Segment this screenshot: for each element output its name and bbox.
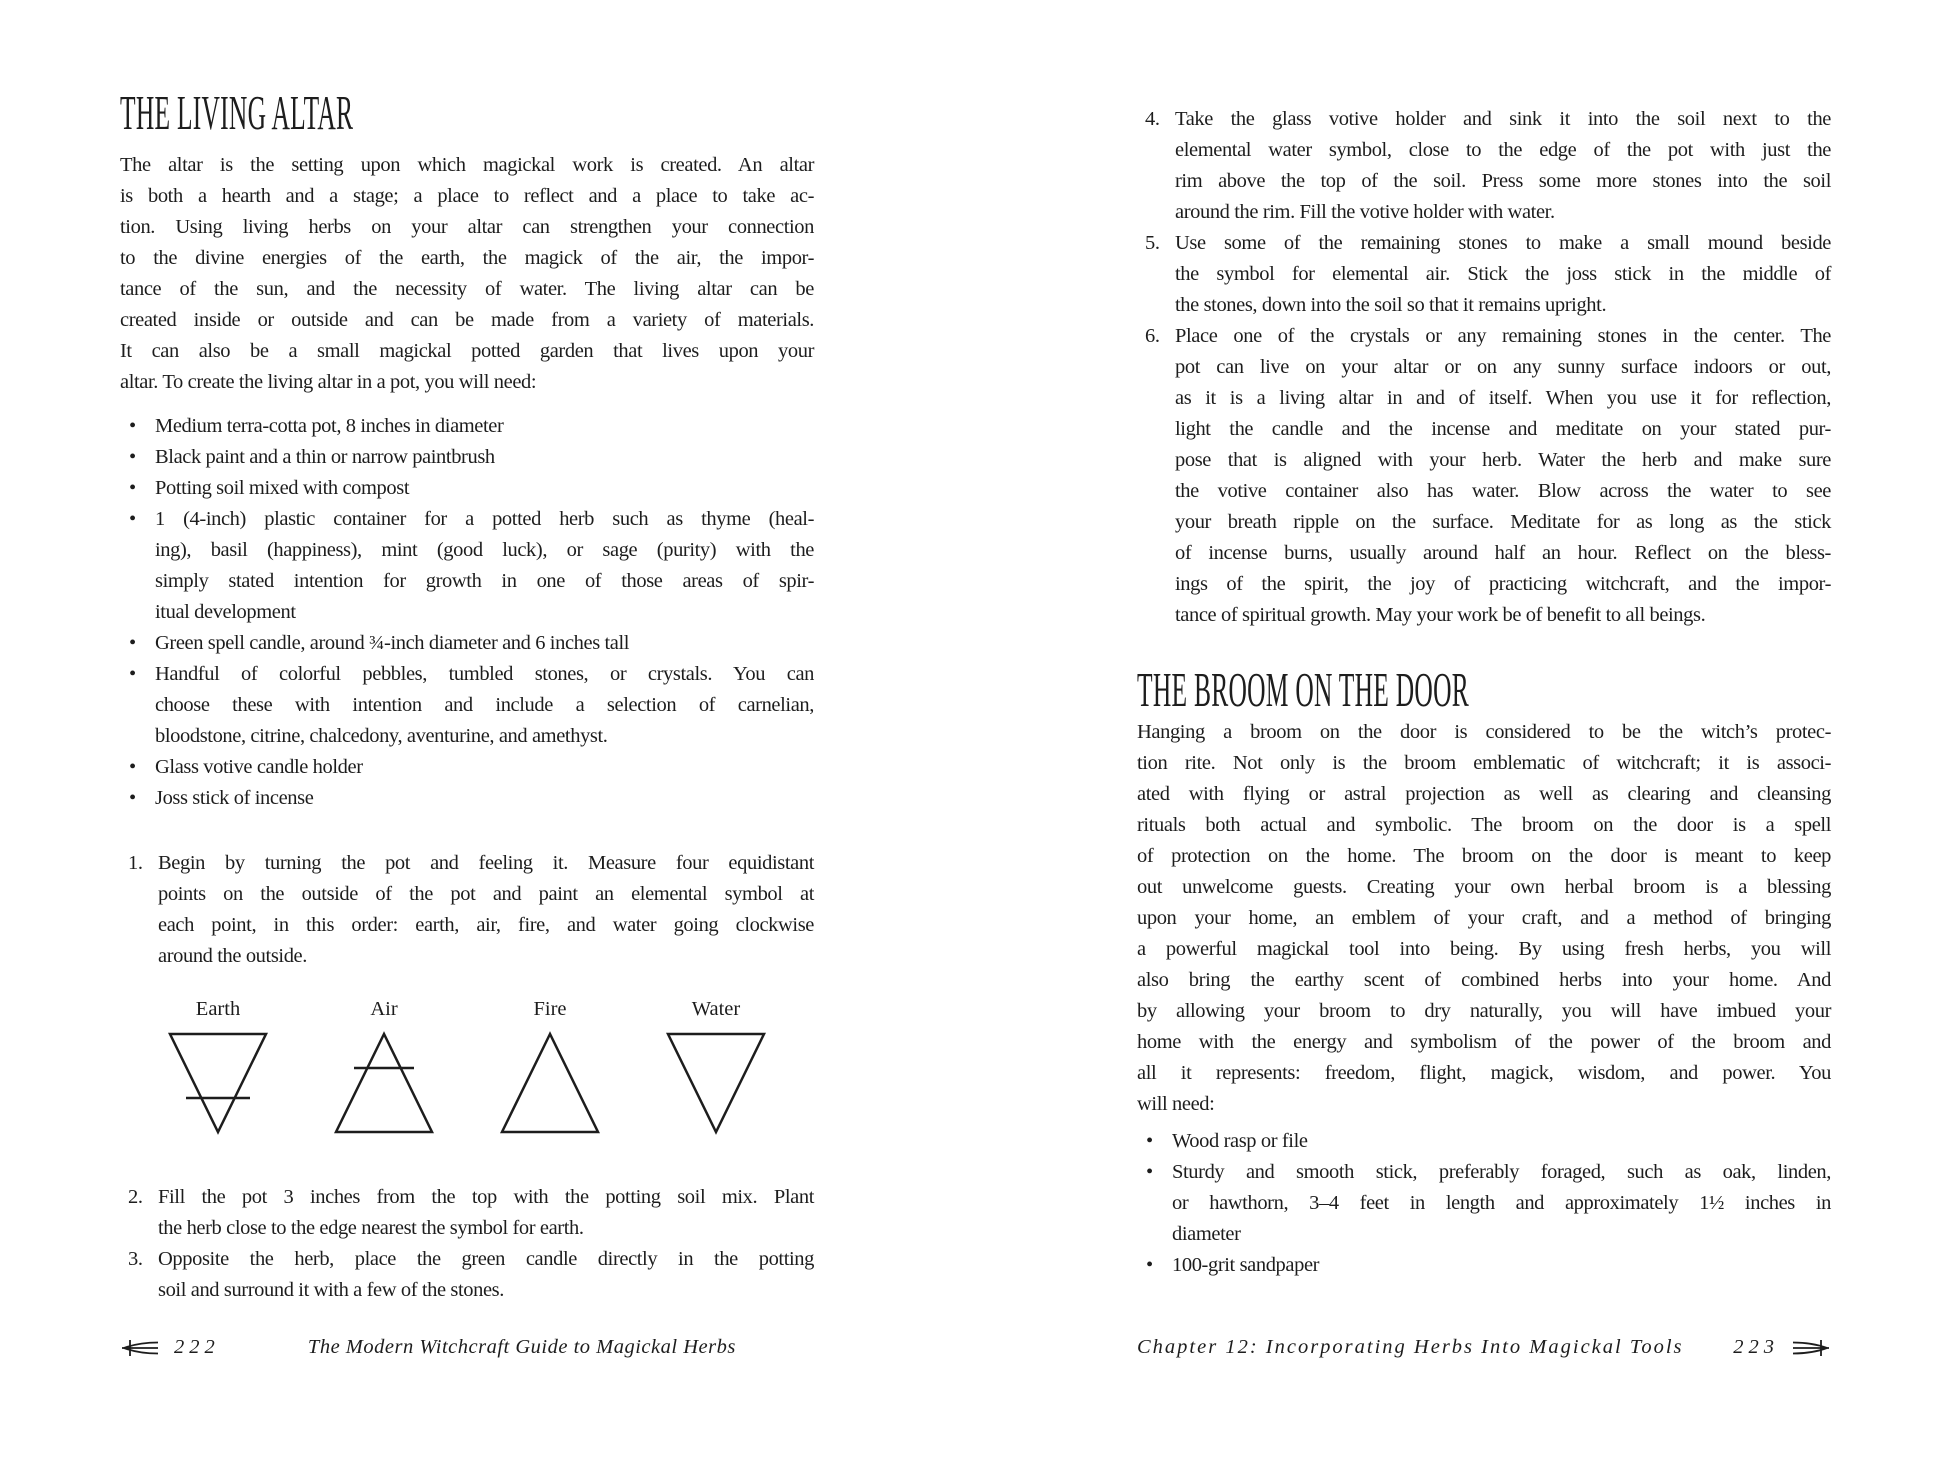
elemental-symbols-figure (158, 996, 814, 1138)
supply-list-item (120, 628, 814, 659)
text-line: around the outside. (158, 945, 307, 967)
text-line: all it represents: freedom, flight, magick, wisdom, and power. You (1137, 1062, 1831, 1084)
text-line: elemental water symbol, close to the edge of the pot with just the (1175, 139, 1831, 161)
text-line: the votive container also has water. Blow across the water to see (1175, 480, 1831, 502)
text-line: choose these with intention and include a selection of carnelian, (155, 694, 814, 716)
air-symbol-figure (324, 996, 444, 1138)
fire-triangle-icon (490, 1026, 610, 1138)
text-line: to the divine energies of the earth, the magick of the air, the impor- (120, 247, 814, 269)
water-symbol-figure (656, 996, 776, 1138)
text-line: of protection on the home. The broom on the door is meant to keep (1137, 845, 1831, 867)
water-triangle-icon (656, 1026, 776, 1138)
text-line: your breath ripple on the surface. Meditate for as long as the stick (1175, 511, 1831, 533)
step-number: 2. (128, 1186, 143, 1208)
left-page (120, 85, 814, 1306)
text-line: Take the glass votive holder and sink it into the soil next to the (1175, 108, 1831, 130)
supply-item-text (155, 628, 814, 659)
supply-list-item (1137, 1126, 1831, 1157)
text-line: Wood rasp or file (1172, 1130, 1308, 1152)
supply-item-text (155, 783, 814, 814)
bullet-marker: • (129, 787, 136, 809)
text-line: simply stated intention for growth in one of those areas of spir- (155, 570, 814, 592)
bullet-marker: • (129, 756, 136, 778)
page-number: 223 (1733, 1336, 1779, 1358)
text-line: tion. Using living herbs on your altar can strengthen your connection (120, 216, 814, 238)
numbered-step (120, 848, 814, 972)
text-line: Use some of the remaining stones to make a small mound beside (1175, 232, 1831, 254)
supply-list-item (120, 473, 814, 504)
supply-item-text (1172, 1157, 1831, 1250)
text-line: tance of the sun, and the necessity of water. The living altar can be (120, 278, 814, 300)
supply-list-item (1137, 1157, 1831, 1250)
supply-list-item (120, 659, 814, 752)
text-line: as it is a living altar in and of itself. When you use it for reflection, (1175, 387, 1831, 409)
text-line: tance of spiritual growth. May your work be of benefit to all beings. (1175, 604, 1706, 626)
water-label: Water (691, 998, 741, 1020)
text-line: rituals both actual and symbolic. The broom on the door is a spell (1137, 814, 1831, 836)
right-page-footer (1137, 1336, 1831, 1359)
bullet-marker: • (129, 477, 136, 499)
text-line: diameter (1172, 1223, 1241, 1245)
text-line: ings of the spirit, the joy of practicing witchcraft, and the impor- (1175, 573, 1831, 595)
section-heading-living-altar: THE LIVING ALTAR (120, 85, 354, 140)
text-line: by allowing your broom to dry naturally, you will have imbued your (1137, 1000, 1831, 1022)
text-line: soil and surround it with a few of the stones. (158, 1279, 504, 1301)
text-line: tion rite. Not only is the broom emblematic of witchcraft; it is associ- (1137, 752, 1831, 774)
left-page-footer (120, 1336, 814, 1359)
text-line: pot can live on your altar or on any sunny surface indoors or out, (1175, 356, 1831, 378)
text-line: also bring the earthy scent of combined herbs into your home. And (1137, 969, 1831, 991)
text-line: Black paint and a thin or narrow paintbrush (155, 446, 495, 468)
bullet-marker: • (129, 415, 136, 437)
numbered-step (1137, 104, 1831, 228)
text-line: Hanging a broom on the door is considered to be the witch’s protec- (1137, 721, 1831, 743)
supply-list-item (120, 504, 814, 628)
text-line: of incense burns, usually around half an hour. Reflect on the bless- (1175, 542, 1831, 564)
supply-item-text (155, 504, 814, 628)
text-line: Green spell candle, around ¾-inch diameter and 6 inches tall (155, 632, 630, 654)
bullet-marker: • (1146, 1254, 1153, 1276)
page-number: 222 (174, 1336, 220, 1358)
right-page (1137, 104, 1831, 1281)
text-line: Place one of the crystals or any remaining stones in the center. The (1175, 325, 1831, 347)
supply-list-item (120, 411, 814, 442)
numbered-step (120, 1244, 814, 1306)
text-line: Opposite the herb, place the green candle directly in the potting (158, 1248, 814, 1270)
book-title: The Modern Witchcraft Guide to Magickal Herbs (307, 1336, 736, 1358)
fire-symbol-figure (490, 996, 610, 1138)
supply-item-text (155, 442, 814, 473)
step-text (158, 1244, 814, 1306)
numbered-step (120, 1182, 814, 1244)
bullet-marker: • (129, 446, 136, 468)
bullet-marker: • (129, 508, 136, 530)
broom-supplies-list (1137, 1126, 1831, 1281)
text-line: Potting soil mixed with compost (155, 477, 410, 499)
text-line: 100-grit sandpaper (1172, 1254, 1320, 1276)
bullet-marker: • (1146, 1130, 1153, 1152)
arrow-ornament-left-icon (120, 1339, 160, 1357)
supply-list-item (120, 752, 814, 783)
step-text (158, 848, 814, 972)
air-triangle-icon (324, 1026, 444, 1138)
supply-item-text (155, 473, 814, 504)
text-line: Sturdy and smooth stick, preferably foraged, such as oak, linden, (1172, 1161, 1831, 1183)
earth-label: Earth (195, 998, 241, 1020)
text-line: around the rim. Fill the votive holder with water. (1175, 201, 1555, 223)
step-text (1175, 228, 1831, 321)
text-line: Begin by turning the pot and feeling it. Measure four equidistant (158, 852, 814, 874)
text-line: or hawthorn, 3–4 feet in length and approximately 1½ inches in (1172, 1192, 1831, 1214)
text-line: bloodstone, citrine, chalcedony, aventurine, and amethyst. (155, 725, 608, 747)
air-label: Air (370, 998, 398, 1020)
text-line: points on the outside of the pot and paint an elemental symbol at (158, 883, 814, 905)
text-line: will need: (1137, 1093, 1215, 1115)
text-line: Handful of colorful pebbles, tumbled stones, or crystals. You can (155, 663, 814, 685)
text-line: a powerful magickal tool into being. By using fresh herbs, you will (1137, 938, 1831, 960)
intro-paragraph (120, 150, 814, 398)
text-line: It can also be a small magickal potted garden that lives upon your (120, 340, 814, 362)
section-heading-broom-on-door: THE BROOM ON THE DOOR (1137, 662, 1469, 717)
text-line: The altar is the setting upon which magickal work is created. An altar (120, 154, 814, 176)
text-line: Fill the pot 3 inches from the top with the potting soil mix. Plant (158, 1186, 814, 1208)
supply-list-item (1137, 1250, 1831, 1281)
step-number: 5. (1145, 232, 1160, 254)
supply-item-text (155, 411, 814, 442)
text-line: the symbol for elemental air. Stick the joss stick in the middle of (1175, 263, 1831, 285)
supply-item-text (1172, 1126, 1831, 1157)
arrow-ornament-right-icon (1791, 1339, 1831, 1357)
steps-list-2 (120, 1182, 814, 1306)
steps-list-1 (120, 848, 814, 972)
step-number: 4. (1145, 108, 1160, 130)
step-text (1175, 321, 1831, 631)
text-line: Glass votive candle holder (155, 756, 363, 778)
earth-triangle-icon (158, 1026, 278, 1138)
fire-label: Fire (533, 998, 567, 1020)
text-line: created inside or outside and can be made from a variety of materials. (120, 309, 814, 331)
text-line: out unwelcome guests. Creating your own herbal broom is a blessing (1137, 876, 1831, 898)
text-line: home with the energy and symbolism of the power of the broom and (1137, 1031, 1831, 1053)
step-number: 6. (1145, 325, 1160, 347)
text-line: rim above the top of the soil. Press some more stones into the soil (1175, 170, 1831, 192)
text-line: Joss stick of incense (155, 787, 314, 809)
text-line: pose that is aligned with your herb. Water the herb and make sure (1175, 449, 1831, 471)
numbered-step (1137, 321, 1831, 631)
step-number: 3. (128, 1248, 143, 1270)
text-line: ated with flying or astral projection as well as clearing and cleansing (1137, 783, 1831, 805)
supply-item-text (155, 752, 814, 783)
step-text (1175, 104, 1831, 228)
chapter-title: Chapter 12: Incorporating Herbs Into Magickal Tools (1137, 1336, 1684, 1358)
text-line: Medium terra-cotta pot, 8 inches in diameter (155, 415, 504, 437)
text-line: upon your home, an emblem of your craft, and a method of bringing (1137, 907, 1831, 929)
supply-item-text (1172, 1250, 1831, 1281)
numbered-step (1137, 228, 1831, 321)
supply-item-text (155, 659, 814, 752)
text-line: light the candle and the incense and meditate on your stated pur- (1175, 418, 1831, 440)
bullet-marker: • (1146, 1161, 1153, 1183)
bullet-marker: • (129, 663, 136, 685)
text-line: the stones, down into the soil so that it remains upright. (1175, 294, 1607, 316)
supplies-list (120, 411, 814, 814)
text-line: each point, in this order: earth, air, fire, and water going clockwise (158, 914, 814, 936)
text-line: 1 (4-inch) plastic container for a potted herb such as thyme (heal- (155, 508, 814, 530)
step-number: 1. (128, 852, 143, 874)
text-line: itual development (155, 601, 296, 623)
earth-symbol-figure (158, 996, 278, 1138)
bullet-marker: • (129, 632, 136, 654)
supply-list-item (120, 783, 814, 814)
supply-list-item (120, 442, 814, 473)
text-line: ing), basil (happiness), mint (good luck), or sage (purity) with the (155, 539, 814, 561)
step-text (158, 1182, 814, 1244)
text-line: altar. To create the living altar in a pot, you will need: (120, 371, 537, 393)
text-line: the herb close to the edge nearest the symbol for earth. (158, 1217, 584, 1239)
broom-paragraph (1137, 717, 1831, 1120)
steps-list-3 (1137, 104, 1831, 631)
text-line: is both a hearth and a stage; a place to reflect and a place to take ac- (120, 185, 814, 207)
